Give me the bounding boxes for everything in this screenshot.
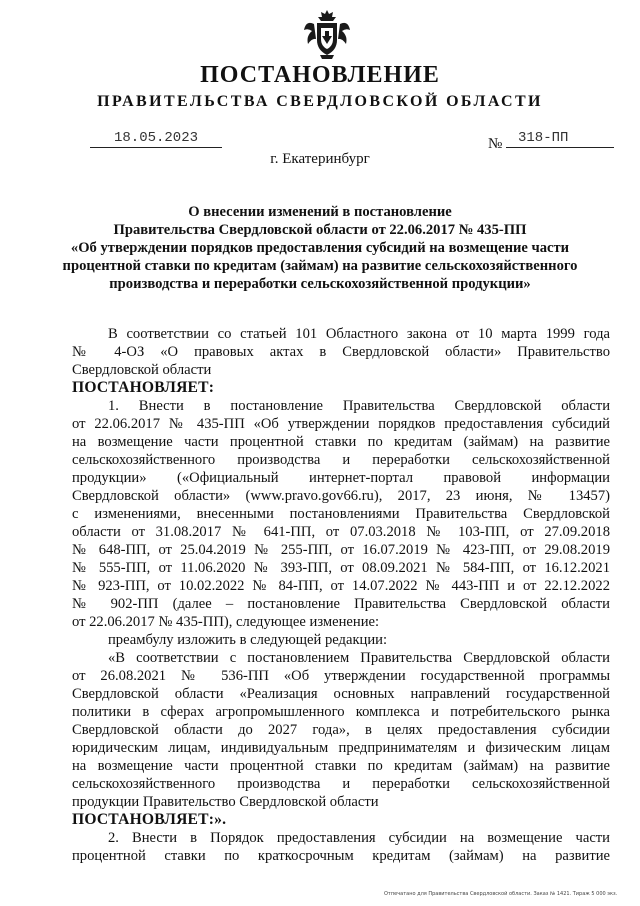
document-type: ПОСТАНОВЛЕНИЕ: [200, 62, 440, 88]
body-line: Свердловской области до 2027 года», в целях предоставления субсидии: [72, 722, 610, 738]
body-line: «В соответствии с постановлением Правительства Свердловской области: [108, 650, 610, 666]
body-line: 2. Внести в Порядок предоставления субсидии на возмещение части: [108, 830, 610, 846]
body-line: процентной ставки по краткосрочным кредитам (займам) на развитие: [72, 848, 610, 864]
body-line: № 923-ПП, от 10.02.2022 № 84-ПП, от 14.07.2022 № 443-ПП и от 22.12.2022: [72, 578, 610, 594]
number-sign: №: [488, 136, 503, 152]
resolution-heading: ПОСТАНОВЛЯЕТ:».: [72, 811, 227, 828]
body-line: Свердловской области «Реализация основных направлений государственной: [72, 686, 610, 702]
body-line: Свердловской области: [72, 362, 212, 378]
document-date: 18.05.2023: [90, 130, 222, 148]
body-line: продукции Правительство Свердловской области: [72, 794, 379, 810]
body-line: № 555-ПП, от 11.06.2020 № 393-ПП, от 08.09.2021 № 584-ПП, от 16.12.2021: [72, 560, 610, 576]
body-line: от 22.06.2017 № 435-ПП «Об утверждении порядков предоставления субсидий: [72, 416, 610, 432]
body-line: области от 31.08.2017 № 641-ПП, от 07.03.2018 № 103-ПП, от 27.09.2018: [72, 524, 610, 540]
body-line: № 4-ОЗ «О правовых актах в Свердловской области» Правительство: [72, 344, 610, 360]
body-line: политики в сферах агропромышленного комплекса и потребительского рынка: [72, 704, 610, 720]
body-line: продукции» («Официальный интернет-портал правовой информации: [72, 470, 610, 486]
body-line: сельскохозяйственного производства и переработки сельскохозяйственной: [72, 452, 610, 468]
body-line: с изменениями, внесенными постановлениями Правительства Свердловской: [72, 506, 610, 522]
body-line: 1. Внести в постановление Правительства Свердловской области: [108, 398, 610, 414]
title-line: «Об утверждении порядков предоставления субсидий на возмещение части: [70, 240, 570, 256]
title-line: процентной ставки по кредитам (займам) на развитие сельскохозяйственного: [62, 258, 578, 274]
document-title: [60, 203, 580, 293]
title-line: О внесении изменений в постановление: [188, 204, 452, 220]
body-line: от 26.08.2021 № 536-ПП «Об утверждении государственной программы: [72, 668, 610, 684]
print-note: Отпечатано для Правительства Свердловской области. Заказ № 1421. Тираж 5 000 экз.: [384, 891, 618, 897]
body-line: на возмещение части процентной ставки по кредитам (займам) на развитие: [72, 434, 610, 450]
city: г. Екатеринбург: [270, 151, 370, 167]
body-line: сельскохозяйственного производства и переработки сельскохозяйственной: [72, 776, 610, 792]
document-body: [72, 325, 610, 865]
document-number: 318-ПП: [506, 130, 614, 148]
title-line: Правительства Свердловской области от 22.06.2017 № 435-ПП: [113, 222, 527, 238]
resolution-heading: ПОСТАНОВЛЯЕТ:: [72, 379, 215, 396]
body-line: № 902-ПП (далее – постановление Правительства Свердловской области: [72, 596, 610, 612]
body-line: В соответствии со статьей 101 Областного закона от 10 марта 1999 года: [108, 326, 610, 342]
body-line: на возмещение части процентной ставки по кредитам (займам) на развитие: [72, 758, 610, 774]
body-line: преамбулу изложить в следующей редакции:: [108, 632, 388, 648]
body-line: юридическим лицам, индивидуальным предпринимателям и физическим лицам: [72, 740, 610, 756]
title-line: производства и переработки сельскохозяйственной продукции»: [109, 276, 531, 292]
issuing-authority: ПРАВИТЕЛЬСТВА СВЕРДЛОВСКОЙ ОБЛАСТИ: [97, 93, 543, 110]
body-line: от 22.06.2017 № 435-ПП), следующее изменение:: [72, 614, 380, 630]
body-line: Свердловской области» (www.pravo.gov66.ru), 2017, 23 июня, № 13457): [72, 488, 610, 504]
coat-of-arms-icon: [300, 6, 354, 60]
body-line: № 648-ПП, от 25.04.2019 № 255-ПП, от 16.07.2019 № 423-ПП, от 29.08.2019: [72, 542, 610, 558]
